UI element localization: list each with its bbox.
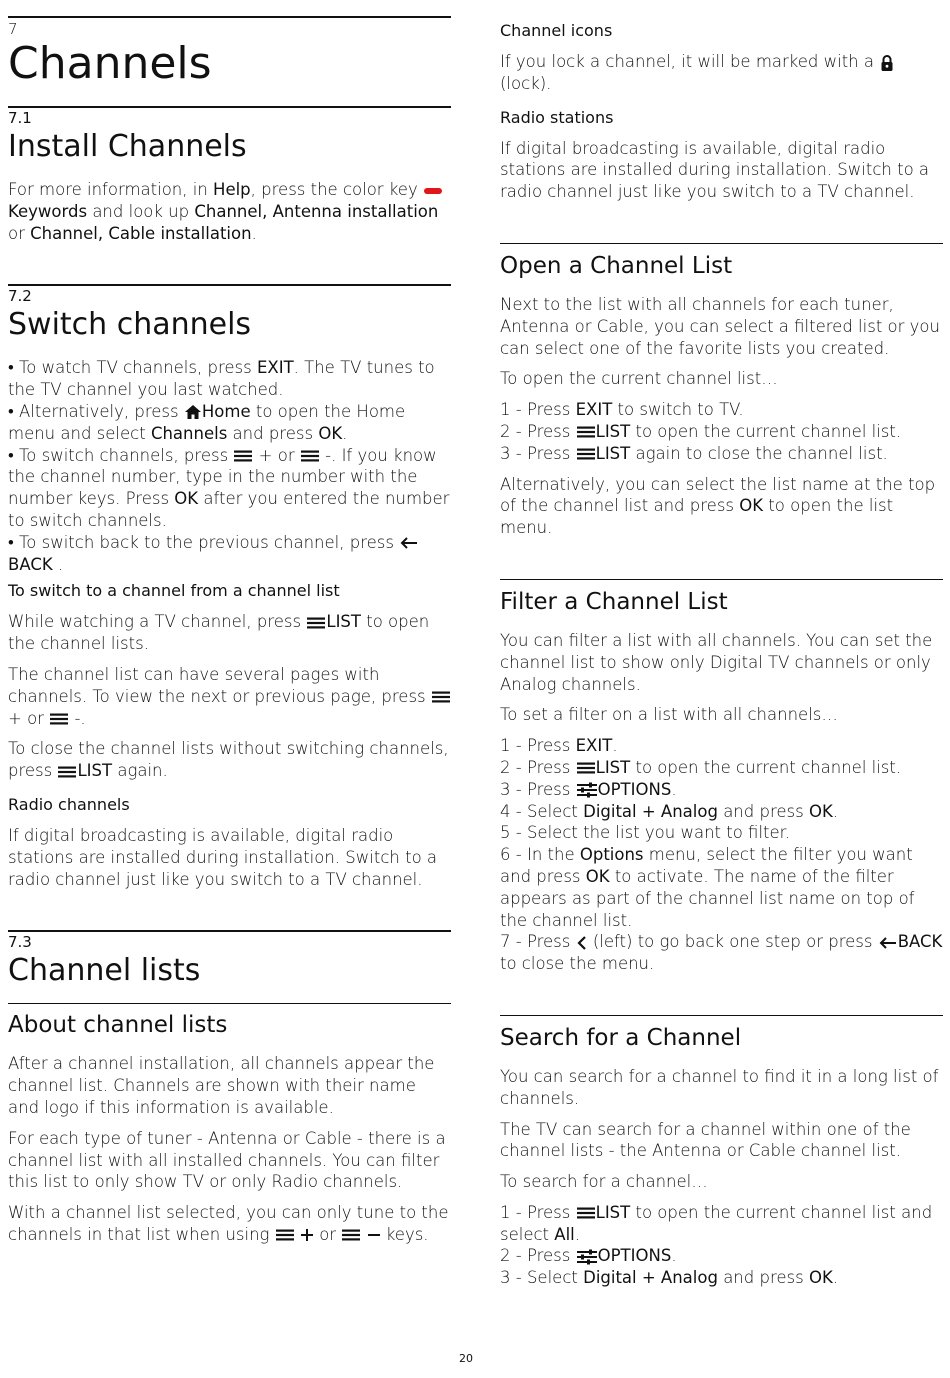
step-list	[500, 1202, 943, 1289]
left-column	[8, 0, 451, 1246]
section-title: Install Channels	[8, 129, 247, 164]
list-item: 2 - Press LIST to open the current channel list.	[500, 421, 902, 441]
list-icon	[576, 447, 596, 461]
lock-icon	[879, 54, 895, 72]
subsection-title: Filter a Channel List	[500, 588, 728, 615]
options-icon	[576, 1249, 598, 1265]
section-title: Switch channels	[8, 307, 252, 343]
paragraph: The TV can search for a channel within one of the channel lists - the Antenna or Cable channel list.	[500, 1119, 911, 1161]
subsection-rule	[500, 1015, 943, 1016]
home-icon	[184, 404, 202, 420]
back-arrow-icon	[878, 936, 898, 950]
chevron-left-icon	[576, 936, 588, 950]
paragraph: If digital broadcasting is available, digital radio stations are installed during installation. Switch to a radio channel just like you switch to a TV channel.	[8, 825, 438, 889]
list-item: 1 - Press EXIT.	[500, 736, 618, 756]
paragraph: To search for a channel…	[500, 1172, 708, 1192]
subsection-rule	[8, 1003, 451, 1004]
subsection-rule	[500, 579, 943, 580]
paragraph: If you lock a channel, it will be marked with a (lock).	[500, 51, 943, 95]
list-icon	[341, 1228, 361, 1242]
subsection-rule	[500, 243, 943, 244]
chapter-number: 7	[8, 20, 18, 38]
red-color-key-icon	[423, 187, 443, 195]
subheading: Radio channels	[8, 794, 130, 814]
list-item: 1 - Press LIST to open the current channel list and select All.	[500, 1202, 933, 1244]
subsection-title: Search for a Channel	[500, 1024, 742, 1051]
bullet-list: • To watch TV channels, press EXIT. The TV tunes to the TV channel you last watched. • Alternatively, press Home to open the Home menu and select Channels and press OK. • To switch channels, press + or -. If you know the channel number, type in the number with the number keys. Press OK after you entered the number to switch channels. • To switch back to the previous channel, press BACK .	[8, 358, 450, 574]
plus-icon	[300, 1228, 314, 1242]
step-list	[500, 399, 943, 464]
paragraph: To set a filter on a list with all channels…	[500, 705, 838, 725]
paragraph: The channel list can have several pages with channels. To view the next or previous page, press + or -.	[8, 664, 451, 729]
list-item: 3 - Select Digital + Analog and press OK.	[500, 1268, 839, 1288]
paragraph: For each type of tuner - Antenna or Cable - there is a channel list with all installed channels. You can filter this list to only show TV or only Radio channels.	[8, 1128, 446, 1192]
list-item: 3 - Press OPTIONS.	[500, 779, 677, 799]
paragraph: You can filter a list with all channels. You can set the channel list to show only Digital TV channels or only Analog channels.	[500, 630, 933, 694]
list-icon	[233, 449, 253, 463]
minus-icon	[367, 1228, 381, 1242]
paragraph: Next to the list with all channels for each tuner, Antenna or Cable, you can select a filtered list or you can select one of the favorite lists you created.	[500, 294, 940, 358]
list-item: 2 - Press LIST to open the current channel list.	[500, 757, 902, 777]
paragraph: While watching a TV channel, press LIST to open the channel lists.	[8, 612, 430, 654]
list-icon	[49, 712, 69, 726]
paragraph: For more information, in Help, press the color key Keywords and look up Channel, Antenna installation or Channel, Cable installation.	[8, 179, 451, 244]
list-icon	[431, 690, 451, 704]
list-item: 1 - Press EXIT to switch to TV.	[500, 400, 744, 420]
subheading: To switch to a channel from a channel list	[8, 581, 340, 601]
list-item: 2 - Press OPTIONS.	[500, 1246, 677, 1266]
subsection-title: About channel lists	[8, 1012, 228, 1039]
paragraph: You can search for a channel to find it in a long list of channels.	[500, 1066, 939, 1108]
paragraph: To open the current channel list…	[500, 369, 778, 389]
options-icon	[576, 782, 598, 798]
subheading: Channel icons	[500, 21, 613, 40]
section-number: 7.2	[8, 287, 32, 306]
section-title: Channel lists	[8, 953, 201, 989]
page-number: 20	[459, 1352, 473, 1365]
list-icon	[576, 425, 596, 439]
step-list	[500, 735, 943, 975]
list-icon	[576, 761, 596, 775]
list-icon	[275, 1228, 295, 1242]
list-item: 5 - Select the list you want to filter.	[500, 823, 791, 843]
subheading: Radio stations	[500, 107, 614, 127]
list-icon	[57, 765, 77, 779]
list-item: 6 - In the Options menu, select the filter you want and press OK to activate. The name of the filter appears as part of the channel list name on top of the channel list.	[500, 845, 915, 930]
list-icon	[576, 1206, 596, 1220]
list-item: 4 - Select Digital + Analog and press OK.	[500, 801, 839, 821]
chapter-rule	[8, 16, 451, 18]
right-column	[500, 0, 943, 1289]
paragraph: Alternatively, you can select the list name at the top of the channel list and press OK to open the list menu.	[500, 474, 936, 538]
back-arrow-icon	[399, 536, 419, 550]
chapter-title: Channels	[8, 38, 212, 89]
paragraph: If digital broadcasting is available, digital radio stations are installed during installation. Switch to a radio channel just like you switch to a TV channel.	[500, 138, 930, 202]
paragraph: To close the channel lists without switching channels, press LIST again.	[8, 739, 449, 781]
section-number: 7.1	[8, 109, 32, 127]
paragraph: After a channel installation, all channels appear the channel list. Channels are shown with their name and logo if this information is available.	[8, 1054, 435, 1117]
list-item: 3 - Press LIST again to close the channel list.	[500, 443, 888, 463]
paragraph: With a channel list selected, you can only tune to the channels in that list when using or keys.	[8, 1203, 449, 1244]
subsection-title: Open a Channel List	[500, 252, 733, 279]
list-icon	[300, 449, 320, 463]
section-number: 7.3	[8, 933, 32, 952]
list-icon	[306, 616, 326, 630]
list-item: 7 - Press (left) to go back one step or press BACK to close the menu.	[500, 932, 943, 974]
